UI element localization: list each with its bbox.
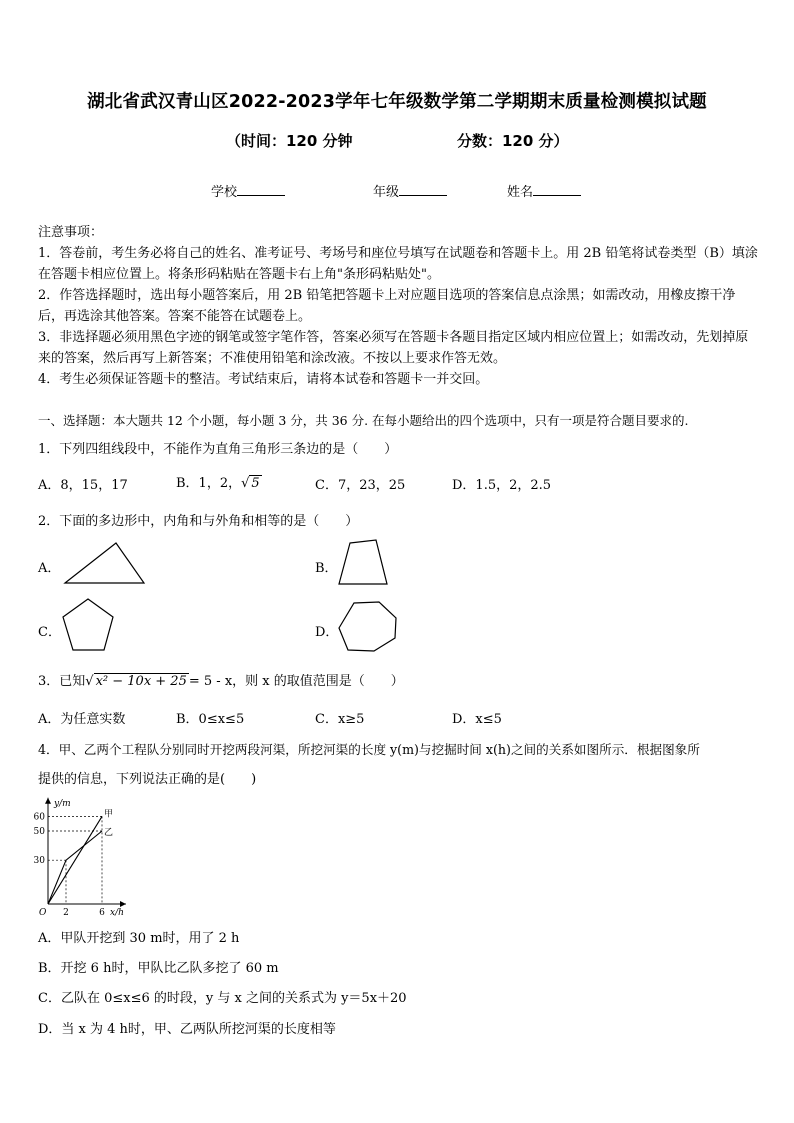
quadrilateral-shape [339, 540, 387, 584]
triangle-shape [65, 543, 144, 583]
q2-option-b[interactable]: B． [315, 561, 338, 576]
q4-stem-line1: 4．甲、乙两个工程队分别同时开挖两段河渠，所挖河渠的长度 y(m)与挖掘时间 x(h)之间的关系如图所示．根据图象所 [38, 742, 700, 757]
name-blank[interactable] [533, 183, 581, 196]
y-tick-label: 60 [33, 812, 45, 823]
heptagon-figure [336, 600, 400, 654]
x-tick-label: 6 [99, 908, 105, 918]
q1-option-b[interactable] [176, 472, 262, 491]
notes-block [38, 222, 758, 390]
page-title: 湖北省武汉青山区2022-2023学年七年级数学第二学期期末质量检测模拟试题 [87, 92, 707, 112]
sqrt-sign: √ 5 [241, 476, 260, 491]
y-tick-label: 50 [33, 827, 45, 837]
section-heading: 一、选择题：本大题共 12 个小题，每小题 3 分，共 36 分. 在每小题给出的四个选项中，只有一项是符合题目要求的. [38, 413, 689, 428]
q3-option-d[interactable]: D．x≤5 [452, 712, 502, 727]
q4-stem-line2: 提供的信息，下列说法正确的是( ) [38, 772, 257, 787]
school-field [211, 181, 285, 200]
name-label: 姓名 [507, 185, 534, 200]
series-line-yi [48, 831, 102, 904]
sqrt-sign: √ x² − 10x + 25 [85, 674, 187, 689]
q2-option-d[interactable]: D． [315, 625, 339, 640]
q1-option-b-prefix: B．1，2， [176, 476, 242, 491]
q4-option-a[interactable]: A．甲队开挖到 30 m时，用了 2 h [38, 931, 240, 946]
q3-stem-prefix: 3．已知 [38, 674, 86, 689]
name-field [507, 181, 581, 200]
school-blank[interactable] [237, 183, 285, 196]
notes-item-1: 1．答卷前，考生务必将自己的姓名、准考证号、考场号和座位号填写在试题卷和答题卡上。用 2B 铅笔将试卷类型（B）填涂在答题卡相应位置上。将条形码粘贴在答题卡右上角"条形码粘贴处"。 [38, 246, 758, 282]
q1-option-d[interactable]: D．1.5，2，2.5 [452, 478, 552, 493]
q4-option-d[interactable]: D．当 x 为 4 h时，甲、乙两队所挖河渠的长度相等 [38, 1022, 336, 1037]
q2-option-c[interactable]: C． [38, 625, 61, 640]
x-axis-arrow [120, 901, 126, 907]
pentagon-shape [63, 599, 113, 650]
q3-option-a[interactable]: A．为任意实数 [38, 712, 126, 727]
y-axis-arrow [45, 798, 51, 804]
time-label: （时间：120 分钟 [226, 132, 353, 150]
grade-label: 年级 [373, 185, 400, 200]
q4-line-chart [30, 792, 190, 922]
q1-option-c[interactable]: C．7，23，25 [315, 478, 406, 493]
series-label: 乙 [104, 828, 114, 838]
q4-option-c[interactable]: C．乙队在 0≤x≤6 的时段，y 与 x 之间的关系式为 y＝5x＋20 [38, 991, 407, 1006]
q2-stem: 2．下面的多边形中，内角和与外角和相等的是（ ） [38, 514, 359, 529]
q4-option-b[interactable]: B．开挖 6 h时，甲队比乙队多挖了 60 m [38, 961, 279, 976]
x-tick-label: 2 [63, 908, 69, 918]
q3-stem-suffix: = 5 - x，则 x 的取值范围是（ ） [188, 674, 404, 689]
grade-field [373, 181, 447, 200]
school-label: 学校 [211, 185, 238, 200]
q3-option-c[interactable]: C．x≥5 [315, 712, 365, 727]
q1-option-b-radicand: 5 [251, 476, 260, 491]
q3-option-b[interactable]: B．0≤x≤5 [176, 712, 245, 727]
q1-option-a[interactable]: A．8，15，17 [38, 478, 128, 493]
y-tick-label: 30 [33, 856, 45, 867]
q2-option-a[interactable]: A． [38, 561, 61, 576]
y-axis-label: y/m [54, 798, 71, 809]
notes-item-2: 2．作答选择题时，选出每小题答案后，用 2B 铅笔把答题卡上对应题目选项的答案信息点涂黑；如需改动，用橡皮擦干净后，再选涂其他答案。答案不能答在试题卷上。 [38, 288, 736, 324]
grade-blank[interactable] [399, 183, 447, 196]
origin-label: O [39, 908, 47, 918]
quadrilateral-figure [336, 538, 390, 588]
notes-item-4: 4．考生必须保证答题卡的整洁。考试结束后，请将本试卷和答题卡一并交回。 [38, 372, 489, 387]
notes-heading: 注意事项： [38, 225, 104, 240]
q1-stem: 1．下列四组线段中，不能作为直角三角形三条边的是（ ） [38, 442, 398, 457]
heptagon-shape [339, 602, 396, 651]
q3-radicand: x² − 10x + 25 [95, 674, 187, 689]
triangle-figure [60, 540, 146, 586]
x-axis-label: x/h [110, 908, 124, 918]
notes-item-3: 3．非选择题必须用黑色字迹的钢笔或签字笔作答，答案必须写在答题卡各题目指定区域内相应位置上；如需改动，先划掉原来的答案，然后再写上新答案；不准使用铅笔和涂改液。不按以上要求作答无效。 [38, 330, 749, 366]
score-label: 分数：120 分） [457, 132, 569, 150]
q3-stem [38, 670, 404, 689]
series-label: 甲 [104, 809, 114, 820]
pentagon-figure [60, 596, 116, 654]
